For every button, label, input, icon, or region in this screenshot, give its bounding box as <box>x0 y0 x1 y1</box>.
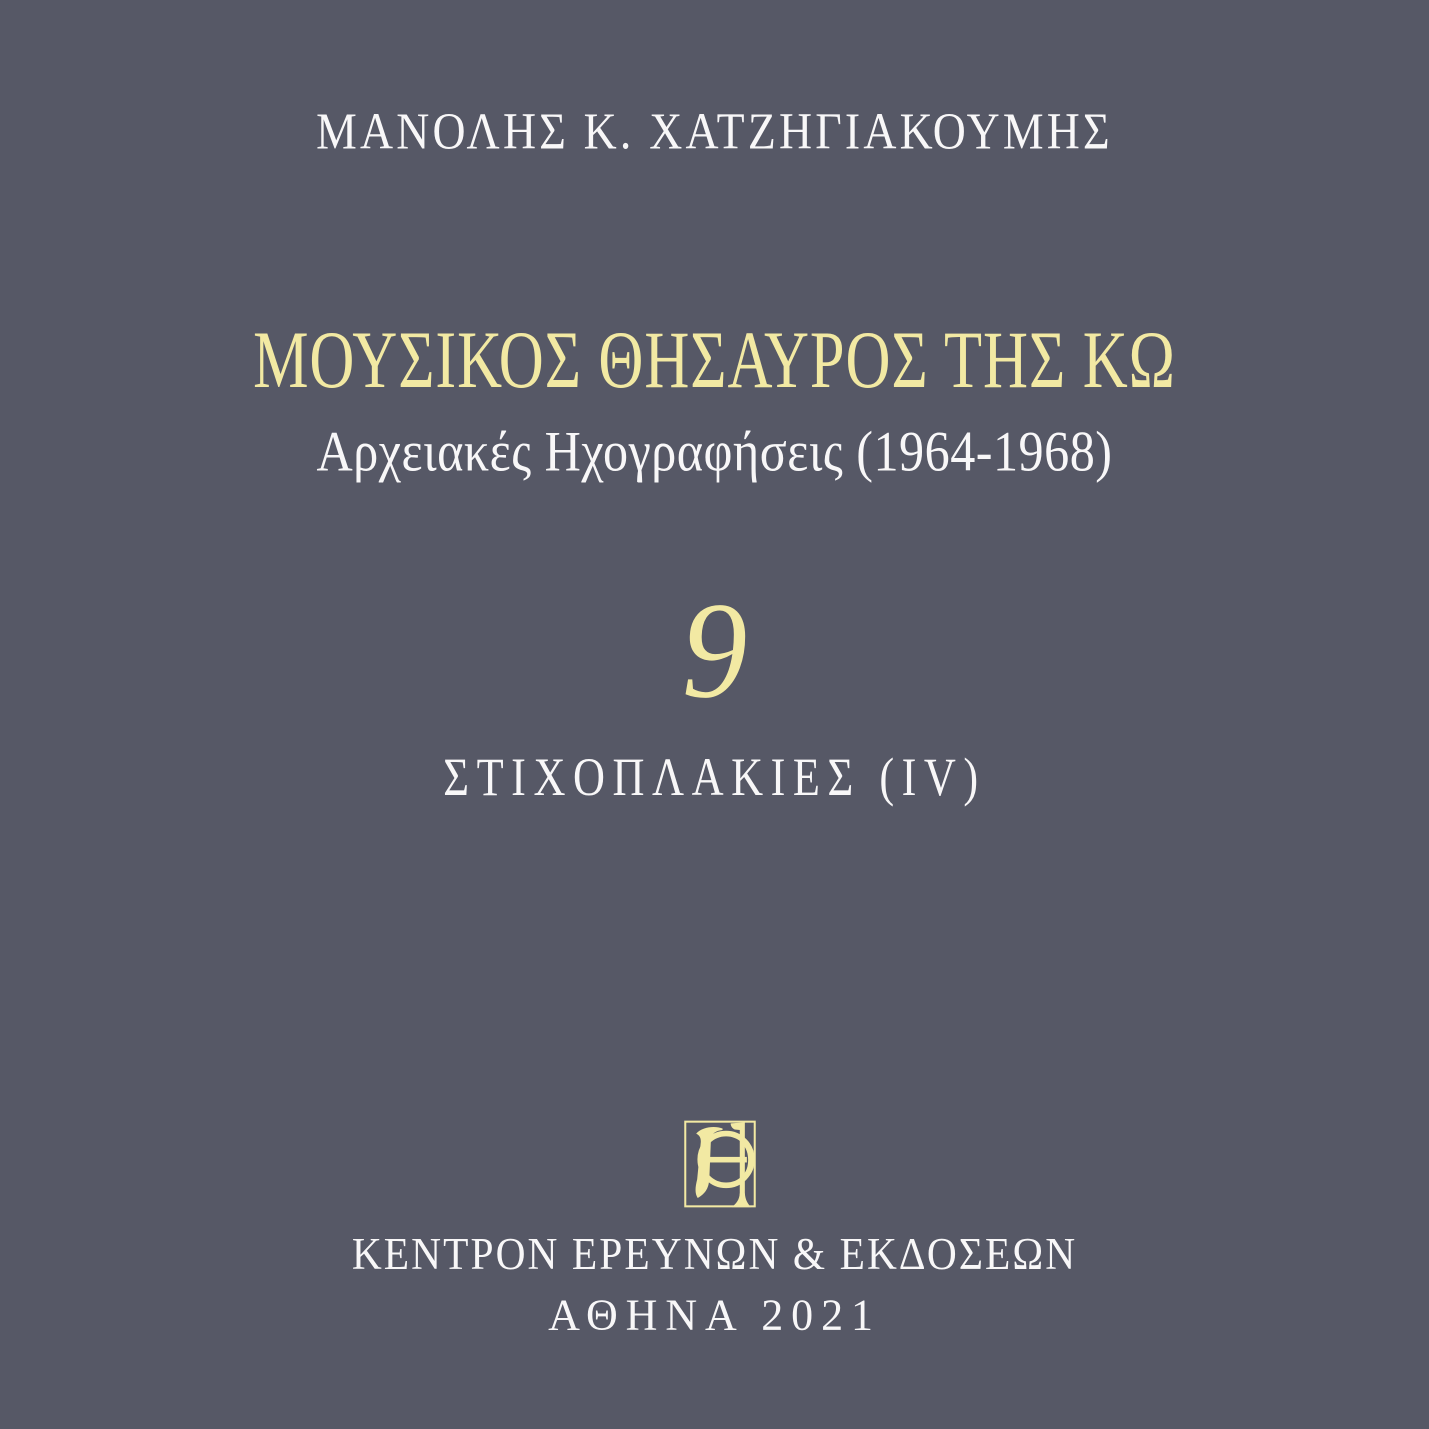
series-subtitle: Αρχειακές Ηχογραφήσεις (1964-1968) <box>316 420 1113 484</box>
author-name: ΜΑΝΟΛΗΣ Κ. ΧΑΤΖΗΓΙΑΚΟΥΜΗΣ <box>316 103 1113 161</box>
volume-title: ΣΤΙΧΟΠΛΑΚΙΕΣ (IV) <box>443 747 986 807</box>
series-title: ΜΟΥΣΙΚΟΣ ΘΗΣΑΥΡΟΣ ΤΗΣ ΚΩ <box>253 314 1176 405</box>
publisher-name: ΚΕΝΤΡΟΝ ΕΡΕΥΝΩΝ & ΕΚΔΟΣΕΩΝ <box>351 1229 1078 1279</box>
place-and-year: ΑΘΗΝΑ 2021 <box>548 1290 881 1340</box>
volume-number: 9 <box>681 573 748 727</box>
kee-publisher-monogram-icon <box>684 1120 756 1208</box>
